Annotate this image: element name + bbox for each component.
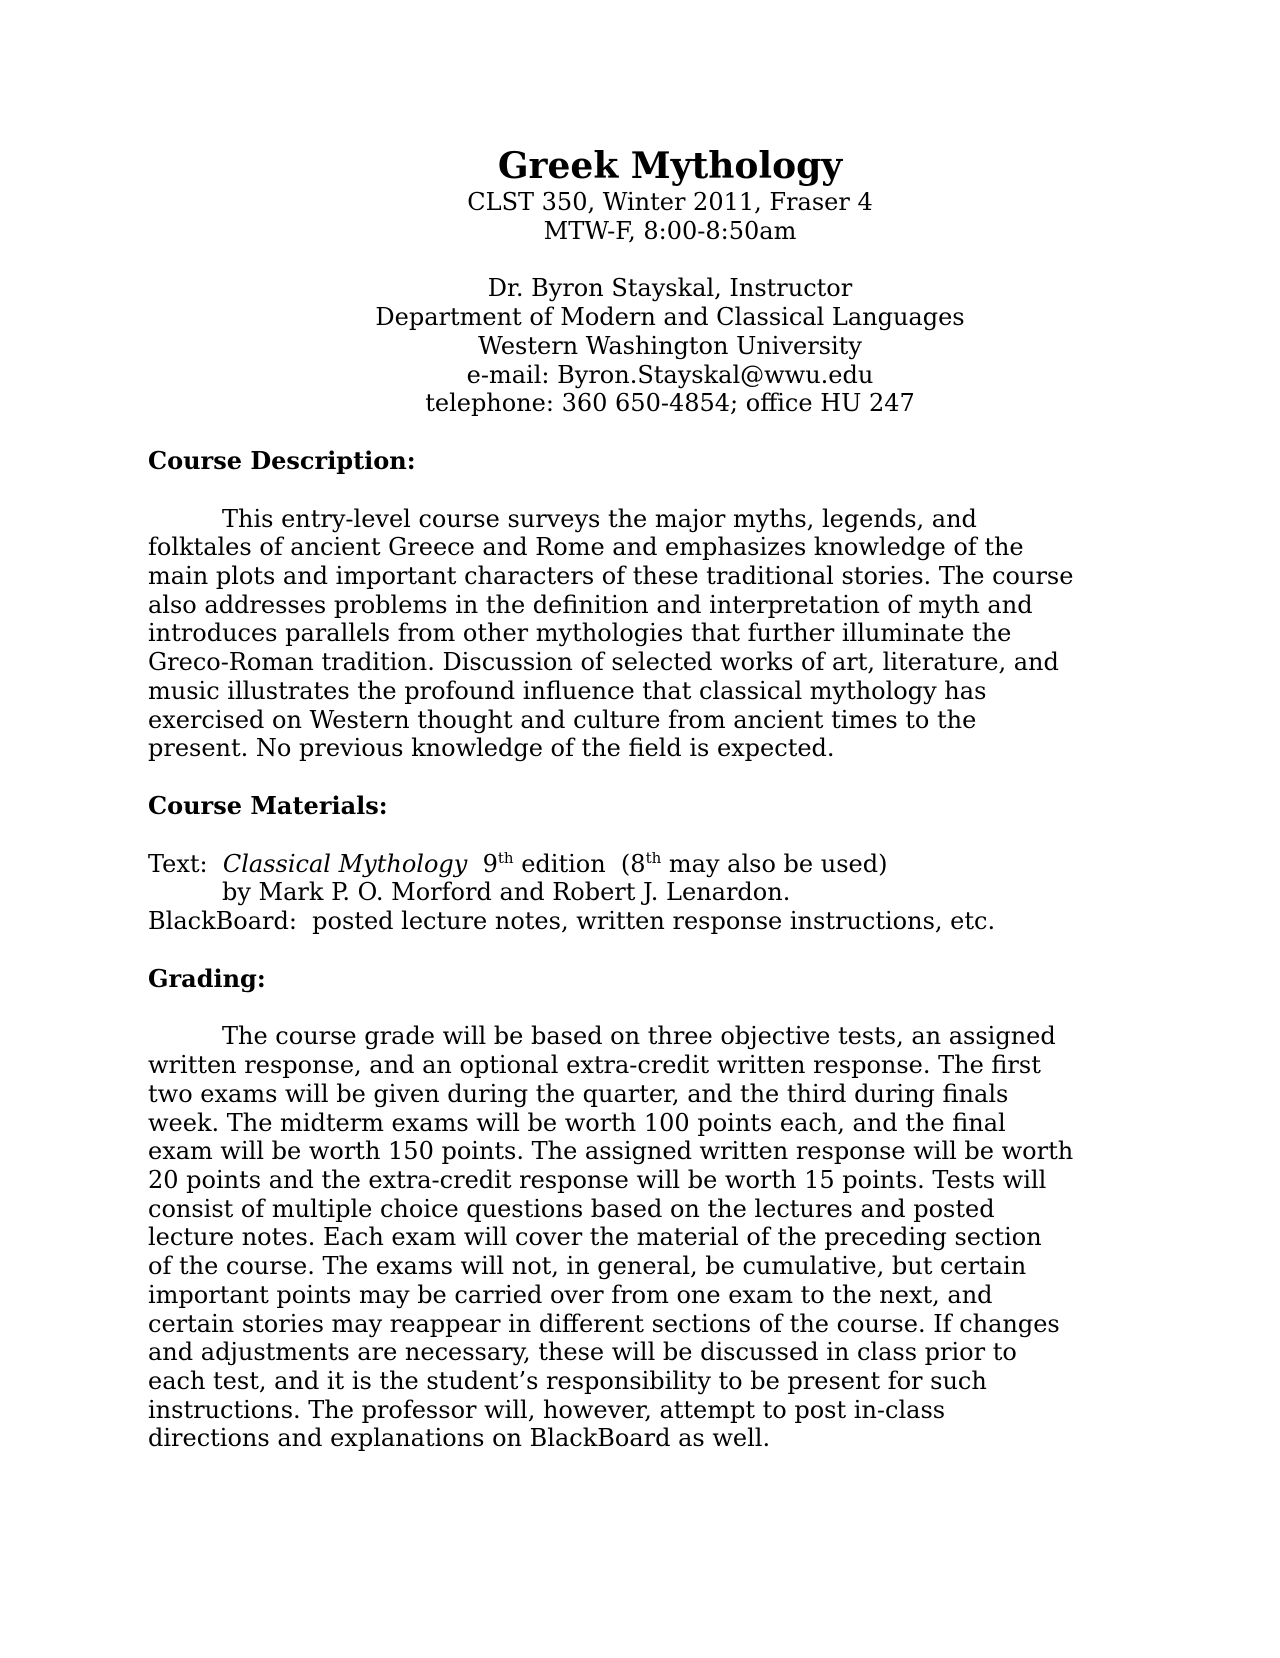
edition-sup: th bbox=[497, 848, 514, 867]
text-label: Text: bbox=[148, 849, 223, 878]
course-materials-heading: Course Materials: bbox=[148, 790, 388, 820]
grading-line: The course grade will be based on three objective tests, an assigned bbox=[222, 1022, 1056, 1051]
description-line: This entry-level course surveys the major myths, legends, and bbox=[222, 504, 977, 533]
grading-paragraph bbox=[148, 1022, 1128, 1453]
grading-line: written response, and an optional extra-credit written response. The first bbox=[148, 1051, 1041, 1080]
course-line: CLST 350, Winter 2011, Fraser 4 bbox=[467, 188, 873, 216]
grading-line: two exams will be given during the quarter, and the third during finals bbox=[148, 1079, 1009, 1108]
authors-line: by Mark P. O. Morford and Robert J. Lenardon. bbox=[222, 878, 791, 907]
edition-rest: edition (8 bbox=[513, 849, 646, 878]
grading-heading: Grading: bbox=[148, 963, 266, 993]
course-materials bbox=[148, 850, 1128, 936]
telephone-line: telephone: 360 650-4854; office HU 247 bbox=[425, 389, 915, 418]
grading-line: exam will be worth 150 points. The assigned written response will be worth bbox=[148, 1137, 1074, 1166]
description-line: folktales of ancient Greece and Rome and emphasizes knowledge of the bbox=[148, 533, 1024, 562]
grading-line: consist of multiple choice questions based on the lectures and posted bbox=[148, 1194, 995, 1223]
grading-line: certain stories may reappear in different sections of the course. If changes bbox=[148, 1309, 1060, 1338]
blackboard-line: BlackBoard: posted lecture notes, written response instructions, etc. bbox=[148, 907, 996, 936]
alt-edition-sup: th bbox=[645, 848, 662, 867]
edition-number: 9 bbox=[482, 849, 498, 878]
description-line: also addresses problems in the definition and interpretation of myth and bbox=[148, 590, 1033, 619]
syllabus-page bbox=[148, 144, 1128, 1453]
grading-line: instructions. The professor will, however, attempt to post in-class bbox=[148, 1395, 946, 1424]
grading-line: directions and explanations on BlackBoard as well. bbox=[148, 1424, 771, 1453]
description-line: introduces parallels from other mythologies that further illuminate the bbox=[148, 619, 1012, 648]
description-line: main plots and important characters of these traditional stories. The course bbox=[148, 562, 1074, 591]
grading-line: lecture notes. Each exam will cover the material of the preceding section bbox=[148, 1223, 1042, 1252]
grading-line: and adjustments are necessary, these will be discussed in class prior to bbox=[148, 1338, 1017, 1367]
instructor-line: Dr. Byron Stayskal, Instructor bbox=[487, 274, 853, 303]
grading-line: week. The midterm exams will be worth 100 points each, and the final bbox=[148, 1108, 1006, 1137]
grading-line: important points may be carried over from one exam to the next, and bbox=[148, 1280, 993, 1309]
description-line: Greco-Roman tradition. Discussion of selected works of art, literature, and bbox=[148, 648, 1059, 677]
email-line: e-mail: Byron.Stayskal@wwu.edu bbox=[466, 360, 874, 389]
description-line: exercised on Western thought and culture from ancient times to the bbox=[148, 705, 977, 734]
grading-line: each test, and it is the student’s responsibility to be present for such bbox=[148, 1366, 987, 1395]
description-line: music illustrates the profound influence that classical mythology has bbox=[148, 676, 987, 705]
book-title: Classical Mythology bbox=[222, 849, 468, 878]
schedule-line: MTW-F, 8:00-8:50am bbox=[543, 216, 797, 245]
grading-line: 20 points and the extra-credit response will be worth 15 points. Tests will bbox=[148, 1165, 1047, 1194]
alt-edition-rest: may also be used) bbox=[661, 849, 888, 878]
grading-line: of the course. The exams will not, in general, be cumulative, but certain bbox=[148, 1252, 1027, 1281]
page-title: Greek Mythology bbox=[497, 145, 843, 187]
course-header bbox=[180, 188, 1160, 418]
textbook-line bbox=[148, 850, 1128, 879]
course-description-paragraph bbox=[148, 505, 1128, 763]
description-line: present. No previous knowledge of the field is expected. bbox=[148, 734, 835, 763]
university-line: Western Washington University bbox=[478, 331, 862, 360]
department-line: Department of Modern and Classical Languages bbox=[375, 303, 965, 332]
course-description-heading: Course Description: bbox=[148, 445, 416, 475]
